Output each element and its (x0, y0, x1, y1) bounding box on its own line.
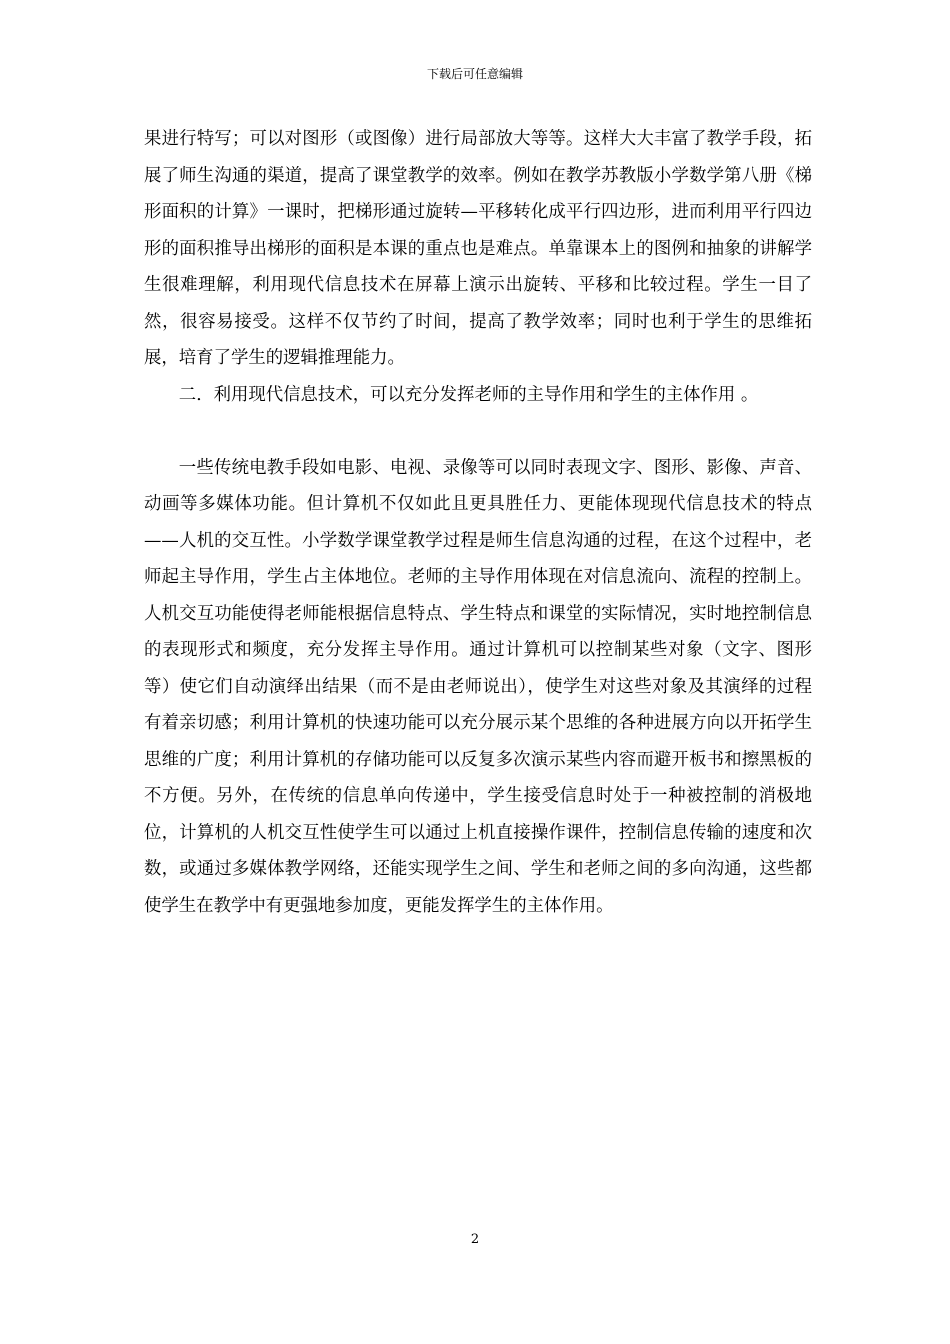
document-body (144, 121, 812, 924)
paragraph-body: 一些传统电教手段如电影、电视、录像等可以同时表现文字、图形、影像、声音、动画等多媒体功能。但计算机不仅如此且更具胜任力、更能体现现代信息技术的特点——人机的交互性。小学数学课堂教学过程是师生信息沟通的过程，在这个过程中，老师起主导作用，学生占主体地位。老师的主导作用体现在对信息流向、流程的控制上。人机交互功能使得老师能根据信息特点、学生特点和课堂的实际情况，实时地控制信息的表现形式和频度，充分发挥主导作用。通过计算机可以控制某些对象（文字、图形等）使它们自动演绎出结果（而不是由老师说出），使学生对这些对象及其演绎的过程有着亲切感；利用计算机的快速功能可以充分展示某个思维的各种进展方向以开拓学生思维的广度；利用计算机的存储功能可以反复多次演示某些内容而避开板书和擦黑板的不方便。另外，在传统的信息单向传递中，学生接受信息时处于一种被控制的消极地位，计算机的人机交互性使学生可以通过上机直接操作课件，控制信息传输的速度和次数，或通过多媒体教学网络，还能实现学生之间、学生和老师之间的多向沟通，这些都使学生在教学中有更强地参加度，更能发挥学生的主体作用。 (144, 457, 812, 916)
paragraph-continuation: 果进行特写；可以对图形（或图像）进行局部放大等等。这样大大丰富了教学手段，拓展了师生沟通的渠道，提高了课堂教学的效率。例如在教学苏教版小学数学第八册《梯形面积的计算》一课时，把梯形通过旋转—平移转化成平行四边形，进而利用平行四边形的面积推导出梯形的面积是本课的重点也是难点。单靠课本上的图例和抽象的讲解学生很难理解，利用现代信息技术在屏幕上演示出旋转、平移和比较过程。学生一目了然，很容易接受。这样不仅节约了时间，提高了教学效率；同时也利于学生的思维拓展，培育了学生的逻辑推理能力。 (144, 129, 812, 368)
page-header: 下载后可任意编辑 (426, 67, 523, 81)
section-heading: 二．利用现代信息技术，可以充分发挥老师的主导作用和学生的主体作用 。 (178, 384, 759, 405)
page-number: 2 (470, 1232, 480, 1247)
